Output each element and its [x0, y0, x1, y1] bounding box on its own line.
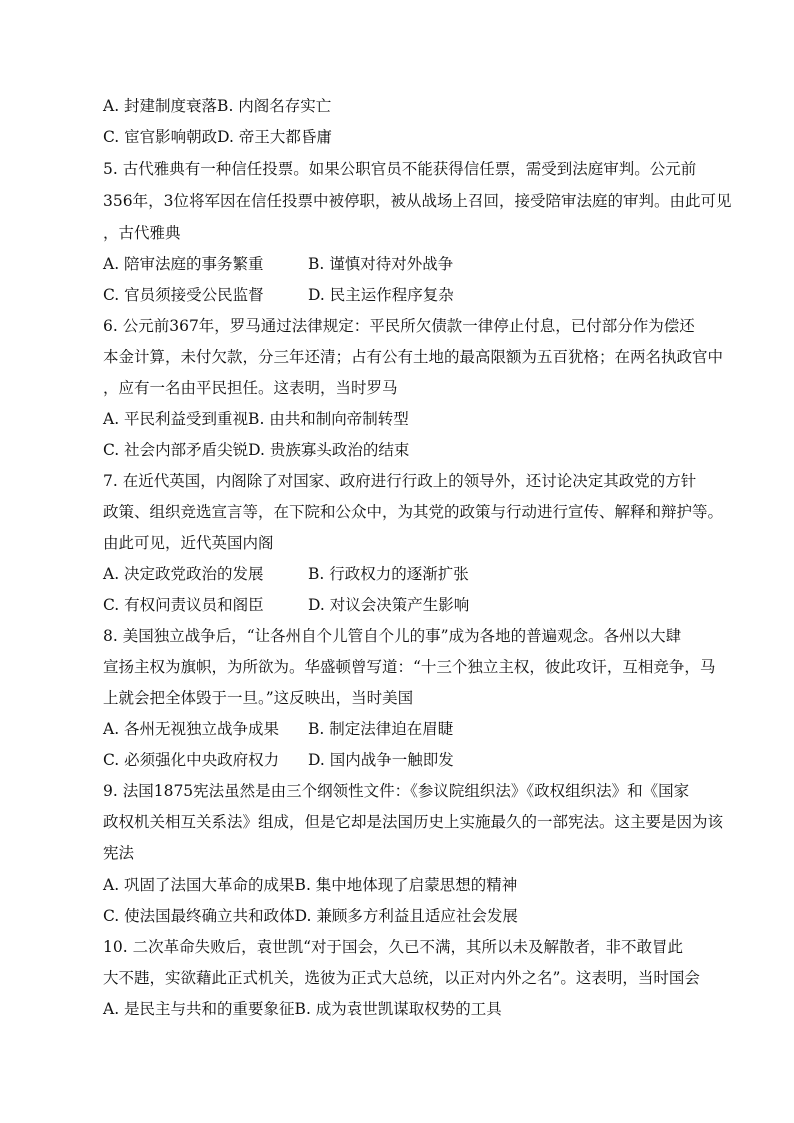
- option-d: D. 对议会决策产生影响: [308, 596, 470, 614]
- question-7-stem-cont: 由此可见，近代英国内阁: [103, 534, 274, 552]
- question-5-stem: 5. 古代雅典有一种信任投票。如果公职官员不能获得信任票，需受到法庭审判。公元前: [103, 160, 697, 178]
- option-a: A. 决定政党政治的发展: [103, 565, 264, 583]
- option-b: B. 谨慎对待对外战争: [308, 255, 454, 273]
- question-9-stem-cont: 政权机关相互关系法》组成，但是它却是法国历史上实施最久的一部宪法。这主要是因为该: [103, 813, 724, 831]
- option-b: B. 制定法律迫在眉睫: [308, 720, 454, 738]
- options-line: A. 巩固了法国大革命的成果B. 集中地体现了启蒙思想的精神: [103, 876, 518, 894]
- option-c: C. 必须强化中央政府权力: [103, 751, 280, 769]
- question-6-stem-cont: ，应有一名由平民担任。这表明，当时罗马: [103, 379, 398, 397]
- question-7-stem: 7. 在近代英国，内阁除了对国家、政府进行行政上的领导外，还讨论决定其政党的方针: [103, 472, 697, 490]
- option-b: B. 行政权力的逐渐扩张: [308, 565, 469, 583]
- option-c: C. 官员须接受公民监督: [103, 286, 264, 304]
- question-7-stem-cont: 政策、组织竞选宣言等，在下院和公众中，为其党的政策与行动进行宣传、解释和辩护等。: [103, 503, 724, 521]
- options-row: [103, 750, 454, 770]
- option-a: A. 各州无视独立战争成果: [103, 720, 280, 738]
- question-5-stem-cont: 356年，3位将军因在信任投票中被停职，被从战场上召回，接受陪审法庭的审判。由此可见: [103, 192, 732, 210]
- options-line: C. 使法国最终确立共和政体D. 兼顾多方利益且适应社会发展: [103, 907, 518, 925]
- option-d: D. 民主运作程序复杂: [308, 286, 454, 304]
- question-6-stem: 6. 公元前367年，罗马通过法律规定：平民所欠债款一律停止付息，已付部分作为偿还: [103, 317, 695, 335]
- options-row: [103, 564, 469, 584]
- question-8-stem-cont: 宣扬主权为旗帜，为所欲为。华盛顿曾写道：“十三个独立主权，彼此攻讦，互相竞争，马: [103, 658, 716, 676]
- options-row: [103, 719, 454, 739]
- question-10-stem-cont: 大不韪，实欲藉此正式机关，选彼为正式大总统，以正对内外之名”。这表明，当时国会: [103, 969, 700, 987]
- options-line: A. 平民利益受到重视B. 由共和制向帝制转型: [103, 410, 409, 428]
- question-5-stem-cont: ，古代雅典: [103, 224, 181, 242]
- option-d: D. 国内战争一触即发: [308, 751, 454, 769]
- option-a: A. 陪审法庭的事务繁重: [103, 255, 264, 273]
- question-10-stem: 10. 二次革命失败后，袁世凯“对于国会，久已不满，其所以未及解散者，非不敢冒此: [103, 938, 684, 956]
- options-row: [103, 285, 454, 305]
- options-row: [103, 595, 470, 615]
- options-line: C. 宦官影响朝政D. 帝王大都昏庸: [103, 128, 332, 146]
- question-8-stem: 8. 美国独立战争后，“让各州自个儿管自个儿的事”成为各地的普遍观念。各州以大肆: [103, 627, 682, 645]
- options-row: [103, 254, 454, 274]
- question-9-stem: 9. 法国1875宪法虽然是由三个纲领性文件：《参议院组织法》《政权组织法》和《国家: [103, 782, 690, 800]
- options-line: C. 社会内部矛盾尖锐D. 贵族寡头政治的结束: [103, 441, 410, 459]
- options-line: A. 封建制度衰落B. 内阁名存实亡: [103, 97, 332, 115]
- question-8-stem-cont: 上就会把全体毁于一旦。”这反映出，当时美国: [103, 689, 414, 707]
- options-line: A. 是民主与共和的重要象征B. 成为袁世凯谋取权势的工具: [103, 1000, 502, 1018]
- option-c: C. 有权问责议员和阁臣: [103, 596, 264, 614]
- question-6-stem-cont: 本金计算，未付欠款，分三年还清；占有公有土地的最高限额为五百犹格；在两名执政官中: [103, 348, 724, 366]
- question-9-stem-cont: 宪法: [103, 844, 135, 862]
